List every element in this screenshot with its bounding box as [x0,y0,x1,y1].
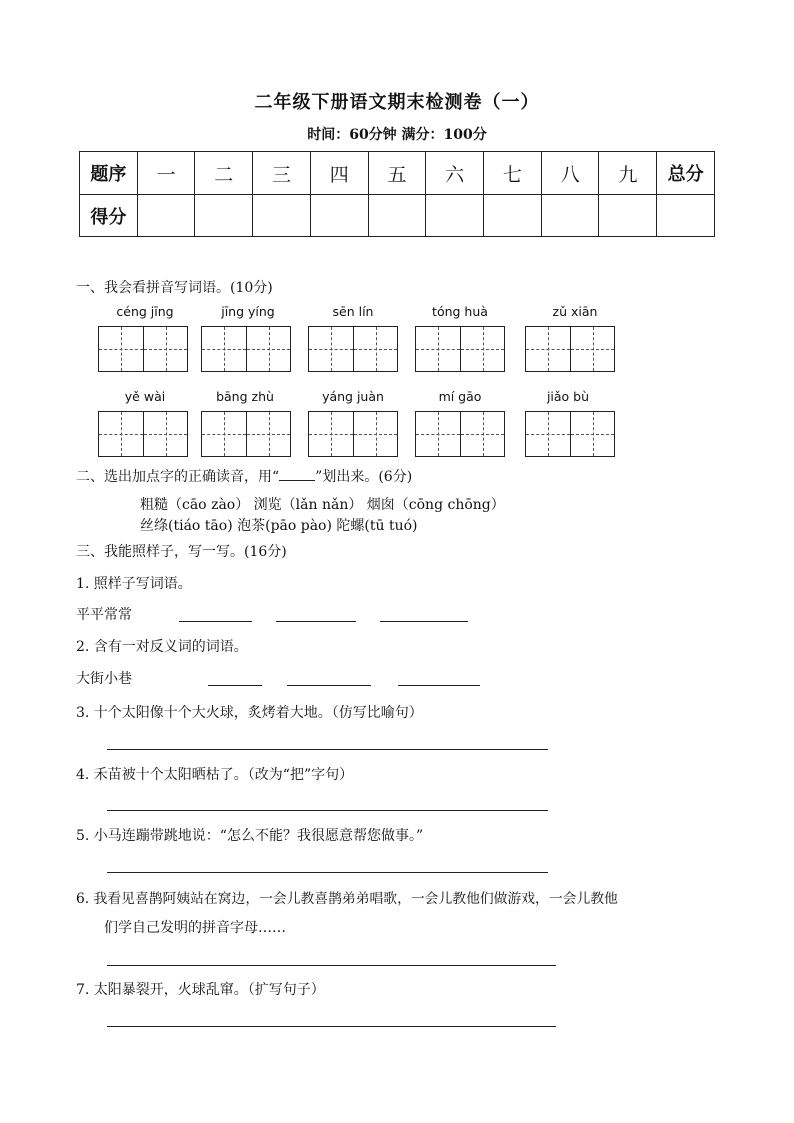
writing-box[interactable] [415,326,505,372]
answer-line[interactable] [276,621,356,622]
question-2-example: 大街小巷 [76,671,132,687]
answer-line[interactable] [107,749,548,750]
page-title: 二年级下册语文期末检测卷（一） [254,92,540,113]
answer-line[interactable] [107,810,548,811]
pinyin-label: tóng huà [432,304,488,319]
answer-line[interactable] [287,685,371,686]
answer-line[interactable] [380,621,468,622]
question-6-continued: 们学自己发明的拼音字母…… [104,920,286,936]
exam-info: 时间：60分钟 满分：100分 [307,127,487,143]
question-4: 4. 禾苗被十个太阳晒枯了。（改为“把”字句） [76,767,354,783]
writing-box[interactable] [98,411,188,457]
section-2-title: 二、选出加点字的正确读音，用“ ”划出来。(6分) [76,469,413,485]
score-table [79,151,715,237]
answer-line[interactable] [179,621,252,622]
score-table-header-row [80,152,715,195]
question-3: 3. 十个太阳像十个大火球，炙烤着大地。（仿写比喻句） [76,705,423,721]
answer-line[interactable] [107,872,548,873]
pinyin-label: yě wài [124,389,166,404]
score-cell[interactable] [484,195,542,237]
answer-line[interactable] [208,685,262,686]
score-row-label: 得分 [80,195,138,237]
score-cell[interactable] [368,195,426,237]
score-table-header-cell: 四 [310,152,368,195]
answer-line[interactable] [398,685,480,686]
score-table-header-cell: 七 [484,152,542,195]
pinyin-label: jiǎo bù [546,389,590,404]
section-1-title: 一、我会看拼音写词语。(10分) [76,280,273,296]
score-table-header-cell: 五 [368,152,426,195]
question-2: 2. 含有一对反义词的词语。 [76,639,248,655]
writing-box[interactable] [201,326,291,372]
score-table-header-cell: 题序 [80,152,138,195]
writing-box[interactable] [308,411,398,457]
score-table-header-cell: 九 [599,152,657,195]
pronunciation-line-2: 丝绦(tiáo tāo) 泡茶(pāo pào) 陀螺(tū tuó) [140,518,418,534]
score-cell[interactable] [541,195,599,237]
score-table-header-cell: 六 [426,152,484,195]
score-cell[interactable] [599,195,657,237]
writing-box[interactable] [201,411,291,457]
score-cell[interactable] [137,195,195,237]
score-cell[interactable] [310,195,368,237]
question-5: 5. 小马连蹦带跳地说：“怎么不能？我很愿意帮您做事。” [76,828,424,844]
pinyin-label: mí gāo [438,389,482,404]
writing-box[interactable] [98,326,188,372]
pinyin-label: bāng zhù [216,389,274,404]
score-table-score-row [80,195,715,237]
pinyin-label: sēn lín [332,304,374,319]
score-cell[interactable] [657,195,715,237]
question-1: 1. 照样子写词语。 [76,576,192,592]
score-table-header-cell: 三 [253,152,311,195]
writing-box[interactable] [415,411,505,457]
section-3-title: 三、我能照样子，写一写。(16分) [76,544,287,560]
score-table-header-cell: 一 [137,152,195,195]
question-7: 7. 太阳暴裂开，火球乱窜。（扩写句子） [76,982,325,998]
answer-line[interactable] [107,965,556,966]
score-cell[interactable] [253,195,311,237]
score-cell[interactable] [426,195,484,237]
pinyin-label: jīng yíng [221,304,275,319]
answer-line[interactable] [107,1026,556,1027]
pinyin-label: céng jīng [116,304,174,319]
question-6: 6. 我看见喜鹊阿姨站在窝边，一会儿教喜鹊弟弟唱歌，一会儿教他们做游戏，一会儿教他 [76,891,618,907]
writing-box[interactable] [308,326,398,372]
pinyin-label: yáng juàn [322,389,384,404]
score-table-header-cell: 二 [195,152,253,195]
writing-box[interactable] [525,411,615,457]
score-table-header-cell: 总分 [657,152,715,195]
pronunciation-line-1: 粗糙（cāo zào） 浏览（lǎn nǎn） 烟囱（cōng chōng） [140,497,505,513]
score-cell[interactable] [195,195,253,237]
question-1-example: 平平常常 [76,607,132,623]
score-table-header-cell: 八 [541,152,599,195]
writing-box[interactable] [525,326,615,372]
pinyin-label: zǔ xiān [552,304,598,319]
